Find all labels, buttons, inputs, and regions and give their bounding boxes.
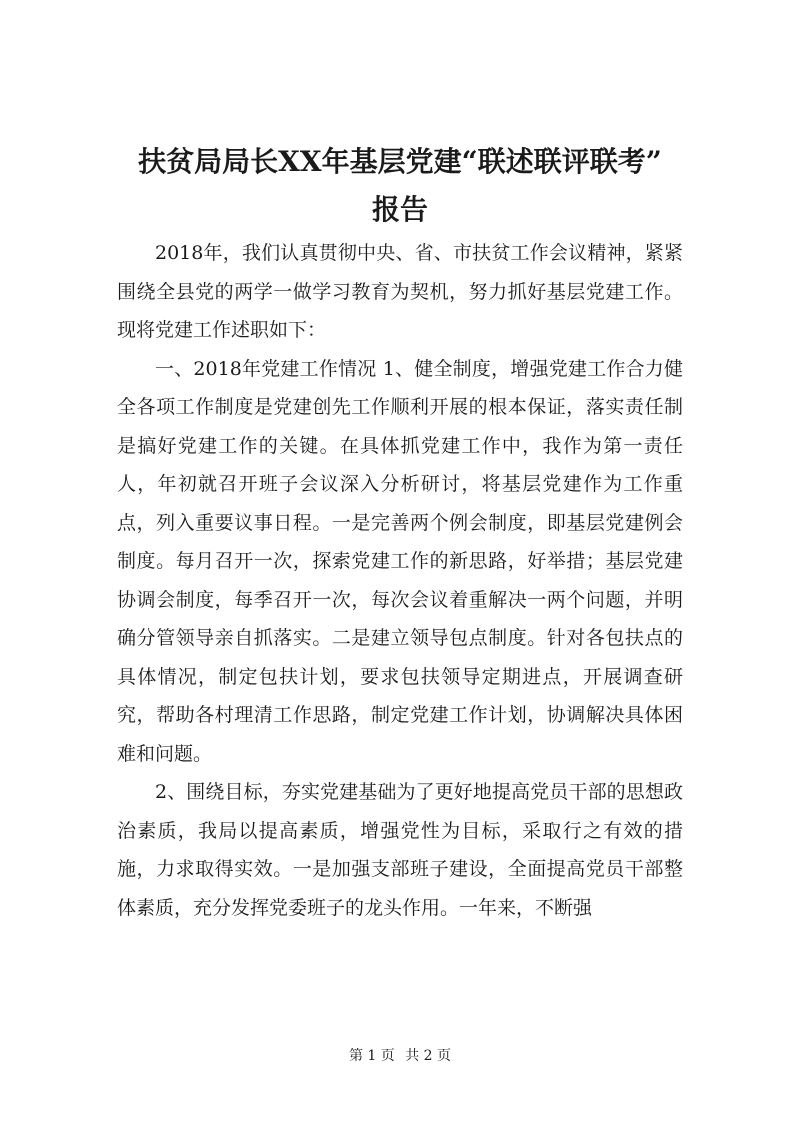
title-line-2: 报告 bbox=[371, 193, 428, 226]
paragraph-section-2: 2、围绕目标，夯实党建基础为了更好地提高党员干部的思想政治素质，我局以提高素质，增强党性为目标，采取行之有效的措施，力求取得实效。一是加强支部班子建设，全面提高党员干部整体素质，充分发挥党委班子的龙头作用。一年来，不断强 bbox=[117, 781, 683, 919]
page-footer bbox=[0, 1045, 800, 1065]
document-body bbox=[117, 234, 683, 927]
title-line-1: 扶贫局局长XX年基层党建“联述联评联考” bbox=[138, 145, 662, 178]
paragraph-intro: 2018年，我们认真贯彻中央、省、市扶贫工作会议精神，紧紧围绕全县党的两学一做学习教育为契机，努力抓好基层党建工作。现将党建工作述职如下： bbox=[117, 242, 683, 341]
paragraph-section-1: 一、2018年党建工作情况 1、健全制度，增强党建工作合力健全各项工作制度是党建创先工作顺利开展的根本保证，落实责任制是搞好党建工作的关键。在具体抓党建工作中，我作为第一责任人，年初就召开班子会议深入分析研讨，将基层党建作为工作重点，列入重要议事日程。一是完善两个例会制度，即基层党建例会制度。每月召开一次，探索党建工作的新思路，好举措；基层党建协调会制度，每季召开一次，每次会议着重解决一两个问题，并明确分管领导亲自抓落实。二是建立领导包点制度。针对各包扶点的具体情况，制定包扶计划，要求包扶领导定期进点，开展调查研究，帮助各村理清工作思路，制定党建工作计划，协调解决具体困难和问题。 bbox=[117, 357, 683, 765]
page-number-total: 共 2 页 bbox=[405, 1048, 452, 1064]
page-number-current: 第 1 页 bbox=[348, 1048, 395, 1064]
document-title bbox=[100, 138, 700, 234]
